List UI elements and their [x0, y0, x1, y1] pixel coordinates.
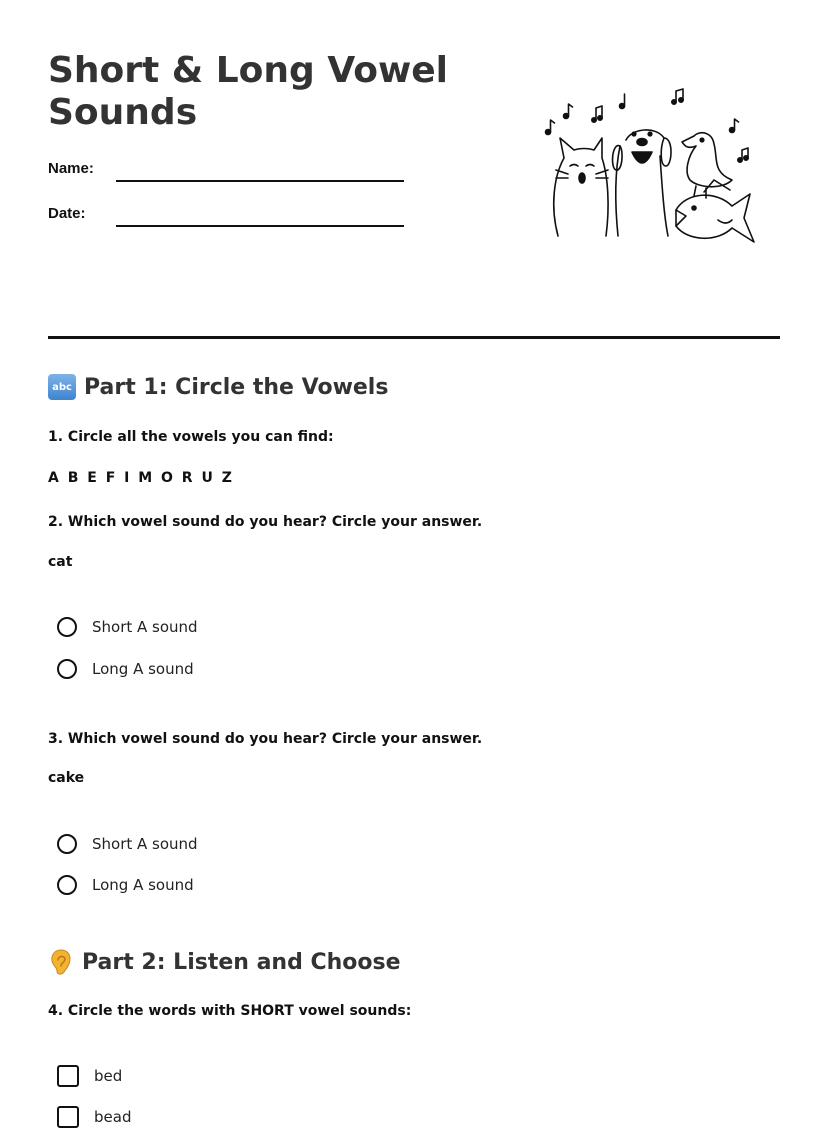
q4-option-bed[interactable] [57, 1065, 122, 1087]
q2-option-long-a[interactable] [57, 659, 194, 679]
date-line[interactable] [116, 225, 404, 227]
cat-drawing [554, 138, 608, 236]
option-label: Short A sound [92, 618, 198, 636]
part2-title: Part 2: Listen and Choose [82, 949, 401, 975]
question-4-prompt: 4. Circle the words with SHORT vowel sounds: [48, 1003, 412, 1019]
option-label: bed [94, 1067, 123, 1085]
radio-button[interactable] [57, 875, 77, 895]
page-title: Short & Long Vowel Sounds [48, 50, 448, 133]
option-label: bead [94, 1108, 132, 1126]
q4-option-bead[interactable] [57, 1106, 131, 1128]
ear-icon [48, 948, 74, 976]
question-2-word: cat [48, 554, 73, 570]
part1-title: Part 1: Circle the Vowels [84, 374, 389, 400]
section-divider [48, 336, 780, 339]
part2-heading [48, 948, 401, 976]
option-label: Long A sound [92, 660, 194, 678]
question-3-prompt: 3. Which vowel sound do you hear? Circle your answer. [48, 731, 483, 747]
singing-animals-illustration [536, 86, 758, 246]
part1-heading [48, 374, 388, 400]
radio-button[interactable] [57, 617, 77, 637]
question-1-prompt: 1. Circle all the vowels you can find: [48, 429, 334, 445]
vowel-letters[interactable]: A B E F I M O R U Z [48, 470, 234, 486]
q3-option-long-a[interactable] [57, 875, 194, 895]
radio-button[interactable] [57, 834, 77, 854]
dog-drawing [613, 130, 671, 236]
q2-option-short-a[interactable] [57, 617, 198, 637]
name-line[interactable] [116, 180, 404, 182]
fish-drawing [676, 180, 754, 242]
option-label: Long A sound [92, 876, 194, 894]
radio-button[interactable] [57, 659, 77, 679]
abc-icon: abc [48, 374, 76, 400]
question-3-word: cake [48, 770, 85, 786]
q3-option-short-a[interactable] [57, 834, 198, 854]
question-2-prompt: 2. Which vowel sound do you hear? Circle your answer. [48, 514, 483, 530]
option-label: Short A sound [92, 835, 198, 853]
checkbox[interactable] [57, 1065, 79, 1087]
checkbox[interactable] [57, 1106, 79, 1128]
date-label: Date: [48, 205, 86, 222]
name-label: Name: [48, 160, 94, 177]
